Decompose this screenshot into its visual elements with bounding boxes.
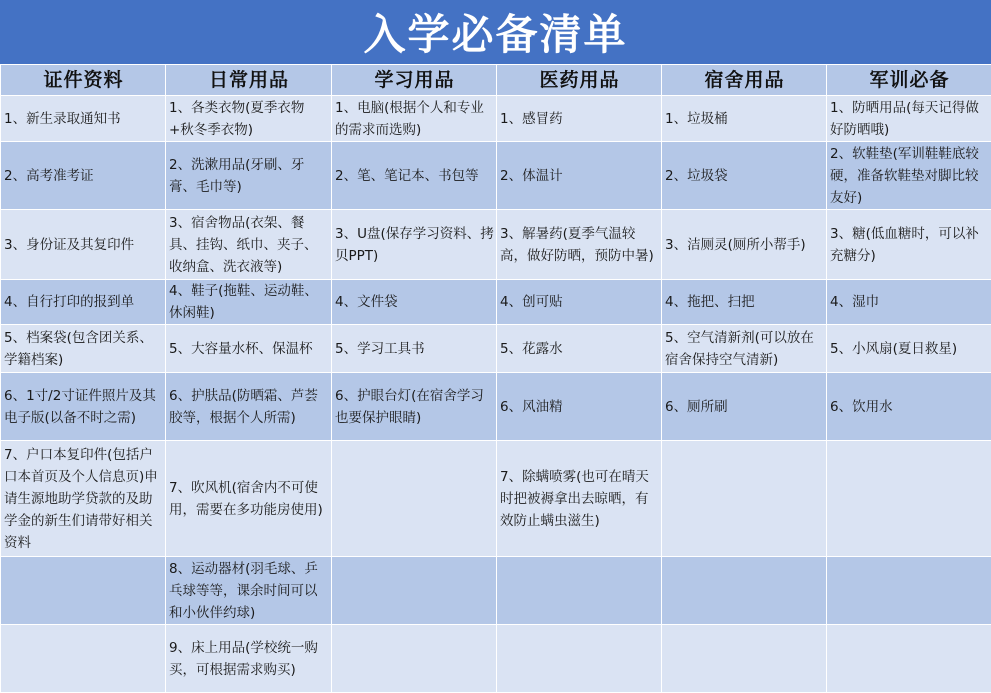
table-row [1,557,991,625]
table-cell: 5、档案袋(包含团关系、学籍档案) [1,325,166,373]
table-cell: 1、新生录取通知书 [1,96,166,142]
table-cell [662,441,827,557]
table-cell: 1、电脑(根据个人和专业的需求而选购) [332,96,497,142]
table-cell: 7、户口本复印件(包括户口本首页及个人信息页)申请生源地助学贷款的及助学金的新生们请带好相关资料 [1,441,166,557]
column-header-study-items: 学习用品 [332,65,497,96]
table-cell [1,557,166,625]
table-cell [662,625,827,693]
table-cell: 3、宿舍物品(衣架、餐具、挂钩、纸巾、夹子、收纳盒、洗衣液等) [166,210,332,280]
table-cell: 3、U盘(保存学习资料、拷贝PPT) [332,210,497,280]
table-row [1,280,991,325]
table-cell [662,557,827,625]
table-cell: 5、小风扇(夏日救星) [827,325,991,373]
table-row [1,142,991,210]
table-row [1,441,991,557]
sheet-title: 入学必备清单 [0,0,991,65]
table-cell [332,625,497,693]
table-cell: 4、自行打印的报到单 [1,280,166,325]
table-row [1,325,991,373]
column-header-documents: 证件资料 [1,65,166,96]
table-cell: 7、除螨喷雾(也可在晴天时把被褥拿出去晾晒，有效防止螨虫滋生) [497,441,662,557]
table-cell: 5、花露水 [497,325,662,373]
table-cell [497,625,662,693]
table-cell: 3、解暑药(夏季气温较高，做好防晒，预防中暑) [497,210,662,280]
table-cell [827,625,991,693]
table-row [1,625,991,693]
table-cell: 1、感冒药 [497,96,662,142]
table-cell: 3、洁厕灵(厕所小帮手) [662,210,827,280]
table-cell: 2、高考准考证 [1,142,166,210]
table-cell: 2、洗漱用品(牙刷、牙膏、毛巾等) [166,142,332,210]
table-cell: 2、软鞋垫(军训鞋鞋底较硬，准备软鞋垫对脚比较友好) [827,142,991,210]
table-cell [827,441,991,557]
checklist-table [0,64,991,693]
table-cell: 4、湿巾 [827,280,991,325]
column-header-daily-items: 日常用品 [166,65,332,96]
table-cell: 6、饮用水 [827,373,991,441]
table-cell [827,557,991,625]
table-cell: 4、文件袋 [332,280,497,325]
table-cell: 2、笔、笔记本、书包等 [332,142,497,210]
table-cell: 5、空气清新剂(可以放在宿舍保持空气清新) [662,325,827,373]
table-cell: 2、体温计 [497,142,662,210]
table-cell: 5、大容量水杯、保温杯 [166,325,332,373]
table-cell: 9、床上用品(学校统一购买，可根据需求购买) [166,625,332,693]
table-row [1,373,991,441]
table-cell: 4、拖把、扫把 [662,280,827,325]
table-cell: 6、护眼台灯(在宿舍学习也要保护眼睛) [332,373,497,441]
table-cell: 1、各类衣物(夏季衣物+秋冬季衣物) [166,96,332,142]
header-row [1,65,991,96]
column-header-dorm-items: 宿舍用品 [662,65,827,96]
table-cell: 4、创可贴 [497,280,662,325]
table-cell: 4、鞋子(拖鞋、运动鞋、休闲鞋) [166,280,332,325]
table-cell: 8、运动器材(羽毛球、乒乓球等等，课余时间可以和小伙伴约球) [166,557,332,625]
table-row [1,210,991,280]
column-header-military-training: 军训必备 [827,65,991,96]
table-cell: 1、防晒用品(每天记得做好防晒哦) [827,96,991,142]
table-cell: 7、吹风机(宿舍内不可使用，需要在多功能房使用) [166,441,332,557]
table-cell: 6、风油精 [497,373,662,441]
table-cell: 3、身份证及其复印件 [1,210,166,280]
table-cell: 6、1寸/2寸证件照片及其电子版(以备不时之需) [1,373,166,441]
table-row [1,96,991,142]
table-cell: 5、学习工具书 [332,325,497,373]
table-cell [332,441,497,557]
table-cell: 6、厕所刷 [662,373,827,441]
table-cell [1,625,166,693]
table-cell: 3、糖(低血糖时，可以补充糖分) [827,210,991,280]
column-header-medicine: 医药用品 [497,65,662,96]
table-cell: 2、垃圾袋 [662,142,827,210]
table-cell: 6、护肤品(防晒霜、芦荟胶等，根据个人所需) [166,373,332,441]
table-cell [497,557,662,625]
table-cell [332,557,497,625]
table-cell: 1、垃圾桶 [662,96,827,142]
